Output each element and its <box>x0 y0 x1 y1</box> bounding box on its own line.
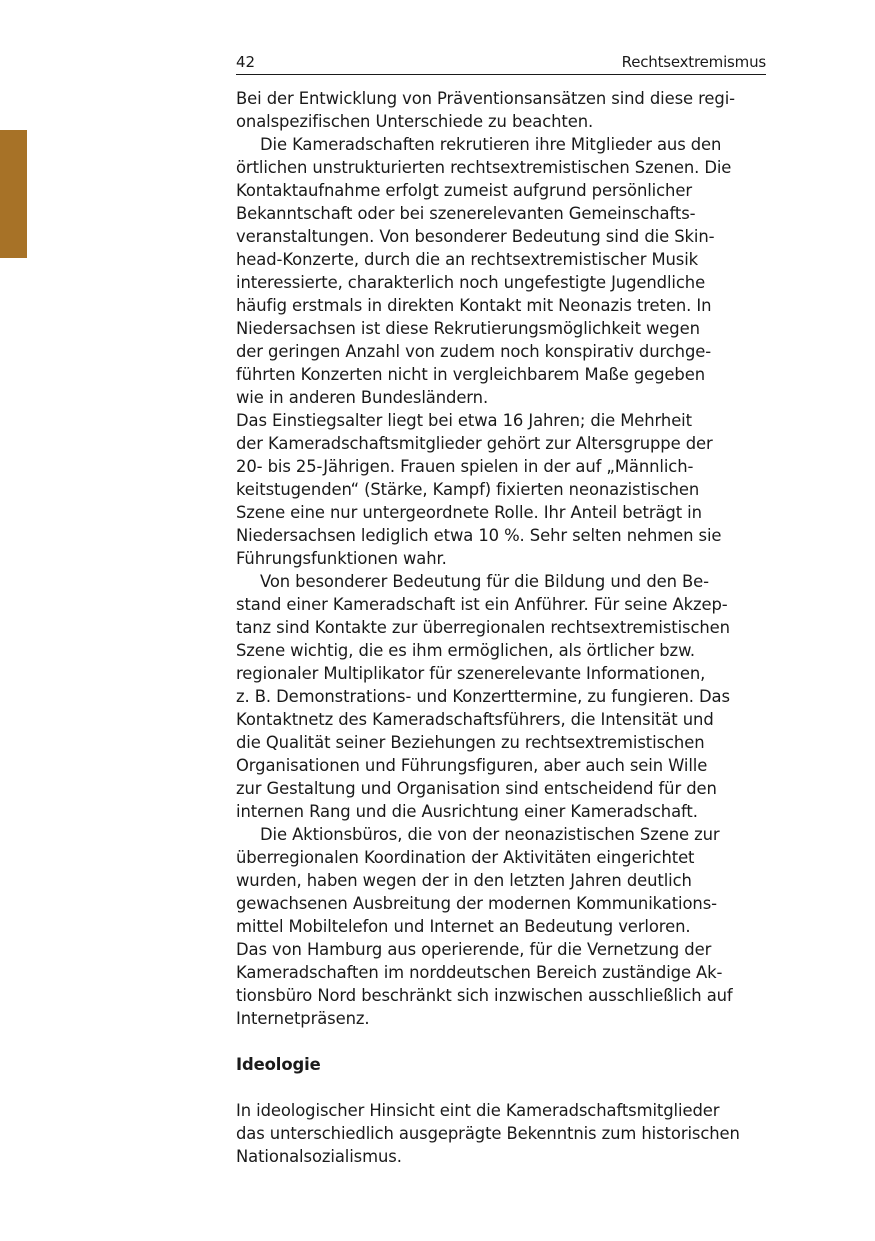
text-line: wurden, haben wegen der in den letzten Jahren deutlich <box>236 871 692 890</box>
text-line: head-Konzerte, durch die an rechtsextremistischer Musik <box>236 250 699 269</box>
text-line: Bei der Entwicklung von Präventionsansätzen sind diese regi- <box>236 89 735 108</box>
text-line: keitstugenden“ (Stärke, Kampf) fixierten neonazistischen <box>236 480 700 499</box>
text-line: Niedersachsen lediglich etwa 10 %. Sehr selten nehmen sie <box>236 526 722 545</box>
text-line: In ideologischer Hinsicht eint die Kameradschaftsmitglieder <box>236 1101 720 1120</box>
text-line: zur Gestaltung und Organisation sind entscheidend für den <box>236 779 717 798</box>
chapter-color-tab <box>0 130 27 258</box>
text-line: gewachsenen Ausbreitung der modernen Kommunikations- <box>236 894 717 913</box>
text-line: Kontaktaufnahme erfolgt zumeist aufgrund persönlicher <box>236 181 692 200</box>
text-line: internen Rang und die Ausrichtung einer Kameradschaft. <box>236 802 698 821</box>
text-line: Kameradschaften im norddeutschen Bereich zuständige Ak- <box>236 963 723 982</box>
text-line: stand einer Kameradschaft ist ein Anführer. Für seine Akzep- <box>236 595 728 614</box>
text-line: Szene eine nur untergeordnete Rolle. Ihr Anteil beträgt in <box>236 503 702 522</box>
text-line: Internetpräsenz. <box>236 1009 370 1028</box>
text-line: Nationalsozialismus. <box>236 1147 402 1166</box>
text-line: interessierte, charakterlich noch ungefestigte Jugendliche <box>236 273 706 292</box>
text-line: das unterschiedlich ausgeprägte Bekenntnis zum historischen <box>236 1124 740 1143</box>
text-line: veranstaltungen. Von besonderer Bedeutung sind die Skin- <box>236 227 715 246</box>
text-line: Führungsfunktionen wahr. <box>236 549 447 568</box>
section-heading: Ideologie <box>236 1055 321 1074</box>
text-line: Organisationen und Führungsfiguren, aber auch sein Wille <box>236 756 708 775</box>
text-line: Die Kameradschaften rekrutieren ihre Mitglieder aus den <box>260 135 722 154</box>
text-line: regionaler Multiplikator für szenerelevante Informationen, <box>236 664 706 683</box>
text-line: tionsbüro Nord beschränkt sich inzwischen ausschließlich auf <box>236 986 733 1005</box>
text-line: die Qualität seiner Beziehungen zu rechtsextremistischen <box>236 733 705 752</box>
text-line: führten Konzerten nicht in vergleichbarem Maße gegeben <box>236 365 705 384</box>
body-text <box>236 87 766 1168</box>
page-header <box>236 52 766 75</box>
text-line: Das Einstiegsalter liegt bei etwa 16 Jahren; die Mehrheit <box>236 411 692 430</box>
text-line: Von besonderer Bedeutung für die Bildung und den Be- <box>260 572 709 591</box>
text-line: häufig erstmals in direkten Kontakt mit Neonazis treten. In <box>236 296 712 315</box>
text-line: Die Aktionsbüros, die von der neonazistischen Szene zur <box>260 825 720 844</box>
text-line: 20- bis 25-Jährigen. Frauen spielen in der auf „Männlich- <box>236 457 694 476</box>
text-line: überregionalen Koordination der Aktivitäten eingerichtet <box>236 848 695 867</box>
text-line: der geringen Anzahl von zudem noch konspirativ durchge- <box>236 342 712 361</box>
text-line: wie in anderen Bundesländern. <box>236 388 489 407</box>
text-line: tanz sind Kontakte zur überregionalen rechtsextremistischen <box>236 618 730 637</box>
text-line: Das von Hamburg aus operierende, für die Vernetzung der <box>236 940 712 959</box>
text-line: Niedersachsen ist diese Rekrutierungsmöglichkeit wegen <box>236 319 700 338</box>
text-line: örtlichen unstrukturierten rechtsextremistischen Szenen. Die <box>236 158 732 177</box>
text-line: Kontaktnetz des Kameradschaftsführers, die Intensität und <box>236 710 714 729</box>
text-line: onalspezifischen Unterschiede zu beachten. <box>236 112 594 131</box>
text-line: z. B. Demonstrations- und Konzerttermine, zu fungieren. Das <box>236 687 730 706</box>
spacer <box>236 1076 766 1099</box>
text-line: Bekanntschaft oder bei szenerelevanten Gemeinschafts- <box>236 204 696 223</box>
page-number: 42 <box>236 53 256 71</box>
text-line: Szene wichtig, die es ihm ermöglichen, als örtlicher bzw. <box>236 641 695 660</box>
text-line: der Kameradschaftsmitglieder gehört zur Altersgruppe der <box>236 434 713 453</box>
text-line: mittel Mobiltelefon und Internet an Bedeutung verloren. <box>236 917 691 936</box>
running-title: Rechtsextremismus <box>621 53 766 71</box>
spacer <box>236 1030 766 1053</box>
